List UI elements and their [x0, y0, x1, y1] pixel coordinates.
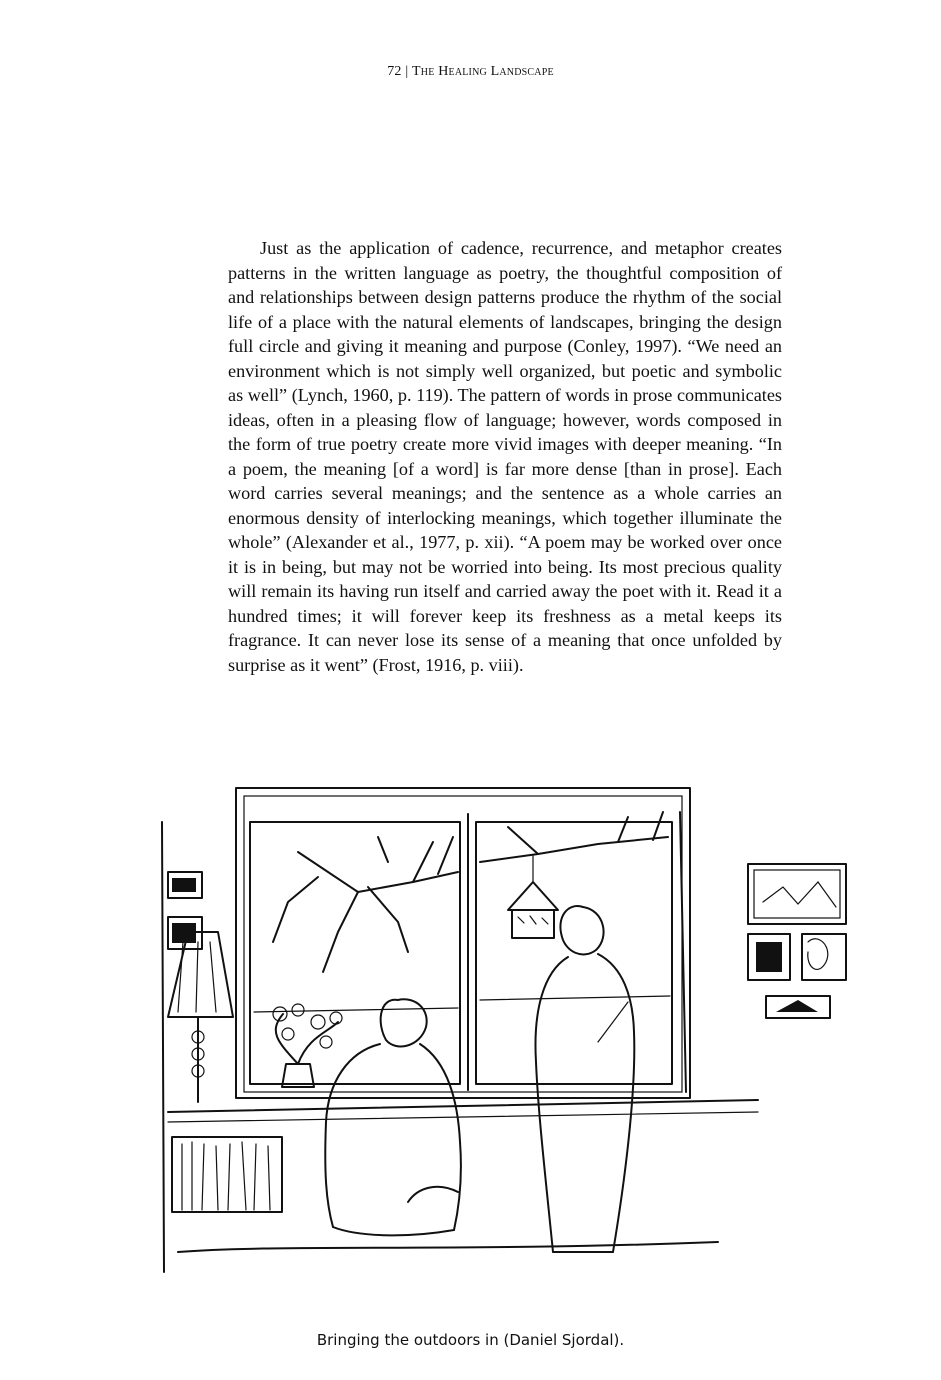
figure-illustration [158, 782, 858, 1282]
header-separator: | [405, 64, 409, 79]
running-head [0, 64, 941, 80]
body-paragraph: Just as the application of cadence, recurrence, and metaphor creates patterns in the written language as poetry, the thoughtful composition of and relationships between design patterns produce the rhythm of the social life of a place with the natural elements of landscapes, bringing the design full circle and giving it meaning and purpose (Conley, 1997). “We need an environment which is not simply well organized, but poetic and symbolic as well” (Lynch, 1960, p. 119). The pattern of words in prose communicates ideas, often in a pleasing flow of language; however, words composed in the form of true poetry create more vivid images with deeper meaning. “In a poem, the meaning [of a word] is far more dense [than in prose]. Each word carries several meanings; and the sentence as a whole carries an enormous density of interlocking meanings, which together illuminate the whole” (Alexander et al., 1977, p. xii). “A poem may be worked over once it is in being, but may not be worried into being. Its most precious quality will remain its having run itself and carried away the poet with it. Read it a hundred times; it will forever keep its freshness as a metal keeps its fragrance. It can never lose its sense of a meaning that once unfolded by surprise as it went” (Frost, 1916, p. viii). [228, 238, 782, 675]
book-title: The Healing Landscape [412, 64, 554, 79]
window-sketch-drawing [158, 782, 858, 1282]
page-number: 72 [387, 64, 402, 79]
figure-caption: Bringing the outdoors in (Daniel Sjordal). [316, 1331, 625, 1349]
